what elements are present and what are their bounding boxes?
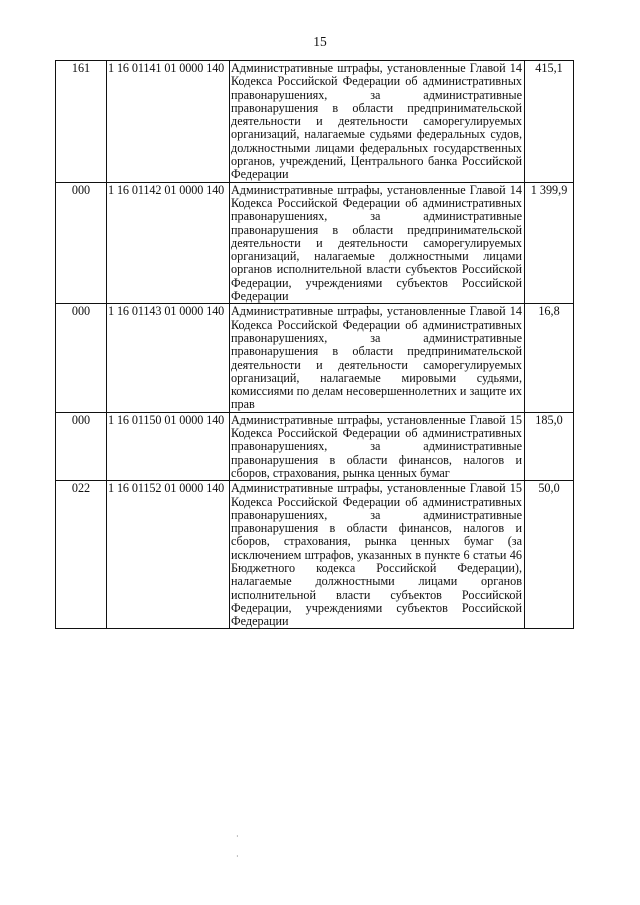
- table-row: [56, 61, 574, 183]
- scan-speck: ·: [236, 832, 239, 841]
- table-row: [56, 481, 574, 629]
- row-description: Административные штрафы, установленные Главой 15 Кодекса Российской Федерации об административных правонарушениях, за административные правонарушения в области финансов, налогов и сборов, страхования, рынка ценных бумаг: [230, 412, 525, 480]
- page-number: 15: [313, 34, 327, 49]
- row-amount: 415,1: [525, 61, 574, 183]
- scan-speck: ·: [236, 852, 239, 861]
- row-amount: 16,8: [525, 304, 574, 412]
- table-row: [56, 412, 574, 480]
- row-description: Административные штрафы, установленные Главой 14 Кодекса Российской Федерации об административных правонарушениях, за административные правонарушения в области предпринимательской деятельности и деятельности саморегулируемых организаций, налагаемые должностными лицами органов исполнительной власти субъектов Российской Федерации, учреждениями субъектов Российской Федерации: [230, 182, 525, 304]
- row-kbk-code: 1 16 01150 01 0000 140: [107, 412, 230, 480]
- row-description: Административные штрафы, установленные Главой 14 Кодекса Российской Федерации об административных правонарушениях, за административные правонарушения в области предпринимательской деятельности и деятельности саморегулируемых организаций, налагаемые судьями федеральных судов, должностными лицами федеральных государственных органов, учреждений, Центрального банка Российской Федерации: [230, 61, 525, 183]
- row-kbk-code: 1 16 01142 01 0000 140: [107, 182, 230, 304]
- row-admin-code: 000: [56, 412, 107, 480]
- row-description: Административные штрафы, установленные Главой 14 Кодекса Российской Федерации об административных правонарушениях, за административные правонарушения в области предпринимательской деятельности и деятельности саморегулируемых организаций, налагаемые мировыми судьями, комиссиями по делам несовершеннолетних и защите их прав: [230, 304, 525, 412]
- row-amount: 1 399,9: [525, 182, 574, 304]
- revenue-table: [55, 60, 574, 629]
- row-amount: 50,0: [525, 481, 574, 629]
- row-description: Административные штрафы, установленные Главой 15 Кодекса Российской Федерации об административных правонарушениях, за административные правонарушения в области финансов, налогов и сборов, страхования, рынка ценных бумаг (за исключением штрафов, указанных в пункте 6 статьи 46 Бюджетного кодекса Российской Федерации), налагаемые должностными лицами органов исполнительной власти субъектов Российской Федерации, учреждениями субъектов Российской Федерации: [230, 481, 525, 629]
- table-row: [56, 304, 574, 412]
- row-admin-code: 000: [56, 304, 107, 412]
- row-kbk-code: 1 16 01141 01 0000 140: [107, 61, 230, 183]
- row-kbk-code: 1 16 01143 01 0000 140: [107, 304, 230, 412]
- row-admin-code: 000: [56, 182, 107, 304]
- table-row: [56, 182, 574, 304]
- row-admin-code: 161: [56, 61, 107, 183]
- row-kbk-code: 1 16 01152 01 0000 140: [107, 481, 230, 629]
- row-amount: 185,0: [525, 412, 574, 480]
- row-admin-code: 022: [56, 481, 107, 629]
